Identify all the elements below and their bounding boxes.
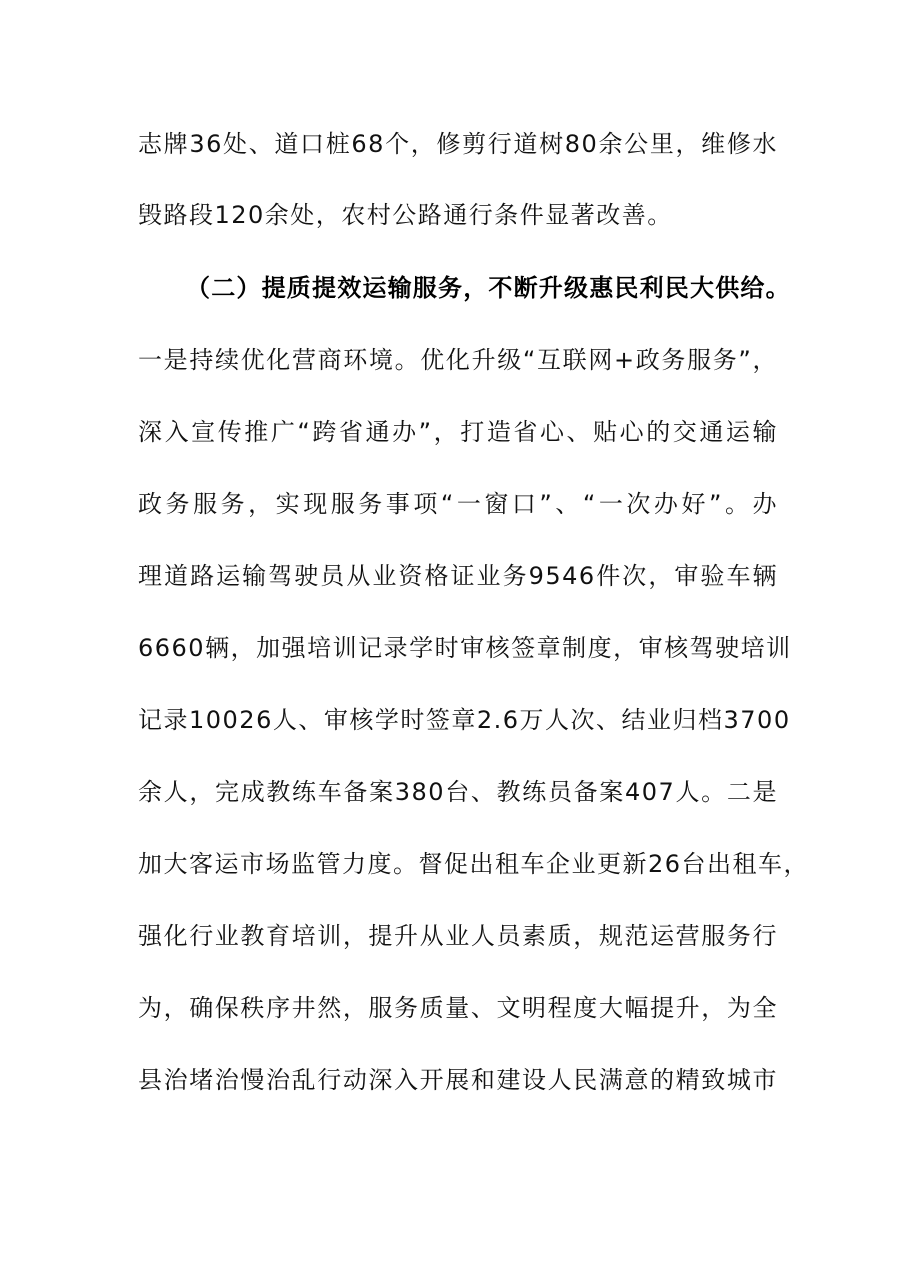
paragraph-line: 深入宣传推广“跨省通办”，打造省心、贴心的交通运输 <box>138 418 778 446</box>
paragraph-line: 志牌36处、道口桩68个，修剪行道树80余公里，维修水 <box>138 130 778 158</box>
paragraph-line: 理道路运输驾驶员从业资格证业务9546件次，审验车辆 <box>138 562 778 590</box>
paragraph-line: 为，确保秩序井然，服务质量、文明程度大幅提升，为全 <box>138 994 778 1022</box>
paragraph-line: 6660辆，加强培训记录学时审核签章制度，审核驾驶培训 <box>138 634 792 662</box>
paragraph-line: 记录10026人、审核学时签章2.6万人次、结业归档3700 <box>138 706 791 734</box>
paragraph-line: 余人，完成教练车备案380台、教练员备案407人。二是 <box>138 778 778 806</box>
paragraph-line: 县治堵治慢治乱行动深入开展和建设人民满意的精致城市 <box>138 1066 778 1094</box>
paragraph-line: 一是持续优化营商环境。优化升级“互联网+政务服务”， <box>138 346 778 374</box>
paragraph-line: 加大客运市场监管力度。督促出租车企业更新26台出租车， <box>138 850 810 878</box>
paragraph-line: 政务服务，实现服务事项“一窗口”、“一次办好”。办 <box>138 490 778 518</box>
paragraph-line: 毁路段120余处，农村公路通行条件显著改善。 <box>138 201 673 229</box>
section-heading: （二）提质提效运输服务，不断升级惠民利民大供给。 <box>186 274 791 302</box>
paragraph-line: 强化行业教育培训，提升从业人员素质，规范运营服务行 <box>138 922 778 950</box>
